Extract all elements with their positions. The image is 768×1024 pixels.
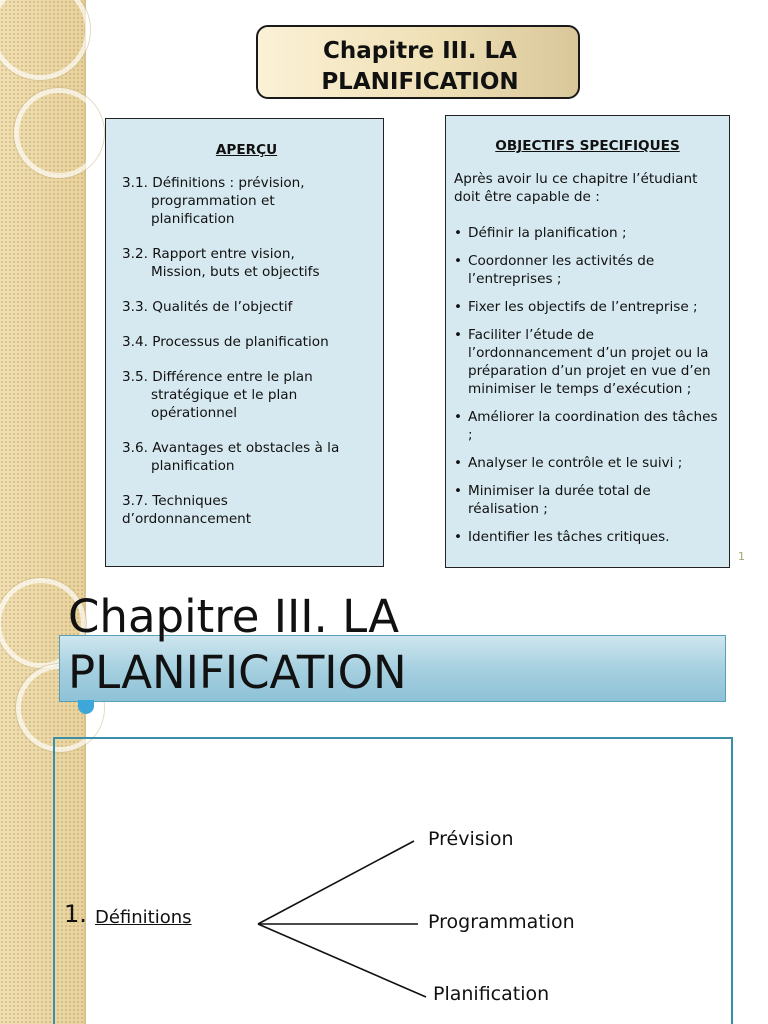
slide-2 xyxy=(0,576,768,1024)
objective-text: Faciliter l’étude de l’ordonnancement d’un projet ou la préparation d’un projet en vue d’en minimiser le temps d’exécution ; xyxy=(468,327,711,397)
section-label: Définitions xyxy=(95,907,192,928)
branch-diagram xyxy=(0,576,768,1024)
objective-item xyxy=(454,298,721,316)
branch-line-planification xyxy=(258,924,426,997)
objective-text: Coordonner les activités de l’entreprises ; xyxy=(468,253,655,287)
overview-panel xyxy=(105,118,384,567)
overview-item xyxy=(122,368,371,422)
overview-item-line: 3.4. Processus de planification xyxy=(122,334,329,350)
objectives-list xyxy=(454,224,721,546)
overview-item xyxy=(122,174,371,228)
overview-item xyxy=(122,333,371,351)
objective-item xyxy=(454,326,721,398)
overview-item xyxy=(122,439,371,475)
branch-line-prevision xyxy=(258,841,414,924)
objective-text: Définir la planification ; xyxy=(468,225,627,241)
section-number: 1. xyxy=(64,900,87,928)
decorative-stripe xyxy=(0,0,86,576)
overview-item-line: Mission, buts et objectifs xyxy=(151,264,320,280)
slide-title: Chapitre III. LA PLANIFICATION xyxy=(68,590,407,699)
objective-item xyxy=(454,528,721,546)
stripe-edge xyxy=(84,0,86,576)
objective-item xyxy=(454,408,721,444)
overview-item-line: planification xyxy=(151,211,235,227)
bullet-icon: • xyxy=(454,409,463,425)
overview-item-line: 3.5. Différence entre le plan xyxy=(122,369,313,385)
bullet-icon: • xyxy=(454,253,463,269)
overview-item-line: 3.3. Qualités de l’objectif xyxy=(122,299,293,315)
objectives-heading: OBJECTIFS SPECIFIQUES xyxy=(495,138,680,154)
bullet-icon: • xyxy=(454,455,463,471)
overview-item-line: stratégique et le plan xyxy=(151,387,298,403)
objective-item xyxy=(454,252,721,288)
objective-item xyxy=(454,454,721,472)
overview-item-line: 3.2. Rapport entre vision, xyxy=(122,246,295,262)
decorative-ring xyxy=(14,88,104,178)
objective-text: Améliorer la coordination des tâches ; xyxy=(468,409,718,443)
slide-title: Chapitre III. LA PLANIFICATION xyxy=(321,38,519,95)
objectives-intro: Après avoir lu ce chapitre l’étudiant doit être capable de : xyxy=(454,171,698,205)
objective-text: Identifier les tâches critiques. xyxy=(468,529,670,545)
page-number: 1 xyxy=(738,550,745,563)
objective-text: Minimiser la durée total de réalisation ; xyxy=(468,483,651,517)
overview-item-line: opérationnel xyxy=(151,405,238,421)
overview-item-line: 3.1. Définitions : prévision, xyxy=(122,175,305,191)
objectives-panel xyxy=(445,115,730,568)
objective-text: Fixer les objectifs de l’entreprise ; xyxy=(468,299,698,315)
overview-item xyxy=(122,298,371,316)
objective-item xyxy=(454,224,721,242)
overview-item xyxy=(122,245,371,281)
overview-list xyxy=(122,174,371,528)
bullet-icon: • xyxy=(454,529,463,545)
overview-item xyxy=(122,492,371,528)
bullet-icon: • xyxy=(454,483,463,499)
branch-label-programmation: Programmation xyxy=(428,911,575,933)
overview-item-line: d’ordonnancement xyxy=(122,511,252,527)
overview-heading: APERÇU xyxy=(215,142,278,158)
objective-item xyxy=(454,482,721,518)
overview-item-line: programmation et xyxy=(151,193,275,209)
bullet-icon: • xyxy=(454,225,463,241)
overview-item-line: planification xyxy=(151,458,235,474)
overview-item-line: 3.6. Avantages et obstacles à la xyxy=(122,440,340,456)
objective-text: Analyser le contrôle et le suivi ; xyxy=(468,455,683,471)
branch-label-planification: Planification xyxy=(433,983,550,1005)
bullet-icon: • xyxy=(454,299,463,315)
overview-item-line: 3.7. Techniques xyxy=(122,493,228,509)
bullet-icon: • xyxy=(454,327,463,343)
branch-label-prevision: Prévision xyxy=(428,828,514,850)
